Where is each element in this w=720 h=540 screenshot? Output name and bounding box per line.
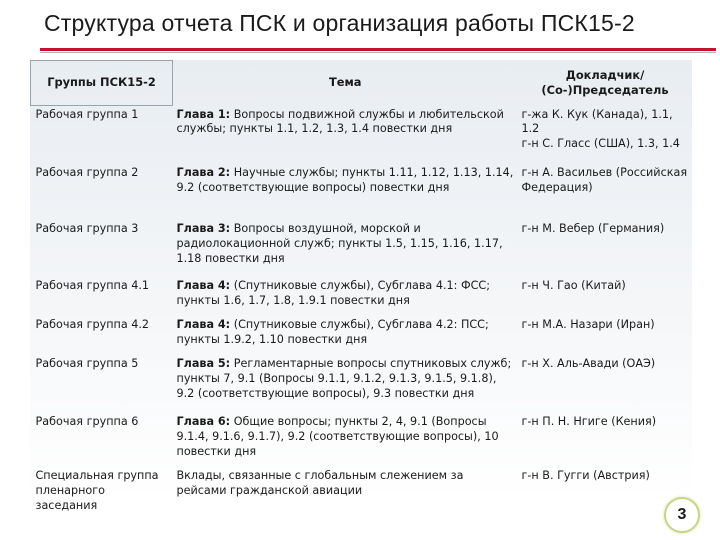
topic-cell — [173, 164, 518, 220]
header-speaker — [518, 61, 693, 106]
table-row — [31, 106, 693, 165]
topic-cell — [173, 467, 518, 519]
chapter-label: Глава 4: — [176, 318, 231, 331]
group-cell: Рабочая группа 1 — [35, 108, 139, 121]
speaker-cell: г-н Ч. Гао (Китай) — [521, 279, 626, 292]
report-structure-table — [30, 60, 693, 519]
topic-text: (Спутниковые службы), Субглава 4.1: ФСС; пункты 1.6, 1.7, 1.8, 1.9.1 повестки дня — [176, 279, 490, 307]
group-cell: Рабочая группа 4.1 — [35, 279, 150, 292]
topic-cell — [173, 316, 518, 355]
speaker-cell: г-жа К. Кук (Канада), 1.1, 1.2 г-н С. Гласс (США), 1.3, 1.4 — [521, 107, 680, 151]
topic-cell — [173, 413, 518, 467]
chapter-label: Глава 6: — [176, 415, 231, 428]
table-row — [31, 355, 693, 413]
topic-cell — [173, 106, 518, 165]
topic-text: Вопросы подвижной службы и любительской службы; пункты 1.1, 1.2, 1.3, 1.4 повестки дня — [176, 107, 504, 136]
page-number: 3 — [677, 506, 687, 523]
topic-cell — [173, 355, 518, 413]
table-row — [31, 413, 693, 467]
table-row — [31, 164, 693, 220]
header-topic: Тема — [329, 75, 362, 90]
chapter-label: Глава 3: — [176, 222, 231, 235]
speaker-cell: г-н М. Вебер (Германия) — [521, 222, 665, 235]
topic-text: Общие вопросы; пункты 2, 4, 9.1 (Вопросы 9.1.4, 9.1.6, 9.1.7), 9.2 (соответствующие вопросы), 10 повестки дня — [176, 415, 499, 458]
table-row — [31, 277, 693, 316]
page-number-badge — [664, 497, 700, 533]
slide-title: Структура отчета ПСК и организация работы ПСК15-2 — [44, 10, 635, 36]
speaker-cell: г-н Х. Аль-Авади (ОАЭ) — [521, 357, 656, 370]
topic-text: Научные службы; пункты 1.11, 1.12, 1.13, 1.14, 9.2 (соответствующие вопросы) повестки дня — [176, 166, 514, 194]
chapter-label: Глава 5: — [176, 357, 231, 370]
speaker-cell: г-н П. Н. Нгиге (Кения) — [521, 415, 657, 428]
group-cell: Рабочая группа 5 — [35, 357, 139, 370]
topic-text: (Спутниковые службы), Субглава 4.2: ПСС; пункты 1.9.2, 1.10 повестки дня — [176, 318, 489, 346]
chapter-label: Глава 2: — [176, 166, 231, 179]
chapter-label: Глава 4: — [176, 279, 231, 292]
speaker-cell: г-н М.А. Назари (Иран) — [521, 318, 655, 331]
table-row — [31, 316, 693, 355]
title-underline — [40, 48, 716, 51]
speaker-cell: г-н А. Васильев (Российская Федерация) — [521, 166, 688, 194]
title-underline-shadow — [40, 52, 716, 53]
group-cell: Рабочая группа 3 — [35, 222, 139, 235]
header-speaker-text: Докладчик/ (Со-)Председатель — [541, 67, 669, 97]
header-group: Группы ПСК15-2 — [31, 61, 173, 106]
chapter-label: Глава 1: — [176, 107, 231, 121]
report-structure-table-panel — [30, 60, 692, 512]
table-row — [31, 467, 693, 519]
topic-text: Регламентарные вопросы спутниковых служб; пункты 7, 9.1 (Вопросы 9.1.1, 9.1.2, 9.1.3, 9.1.5, 9.1.8), 9.2 (соответствующие вопросы), 9.3 повестки дня — [176, 357, 512, 400]
group-cell: Специальная группа пленарного заседания — [35, 469, 159, 512]
topic-cell — [173, 220, 518, 277]
group-cell: Рабочая группа 2 — [35, 166, 139, 179]
topic-text: Вклады, связанные с глобальным слежением за рейсами гражданской авиации — [176, 469, 464, 497]
group-cell: Рабочая группа 4.2 — [35, 318, 150, 331]
table-row — [31, 220, 693, 277]
speaker-cell: г-н В. Гугги (Австрия) — [521, 469, 650, 482]
topic-cell — [173, 277, 518, 316]
group-cell: Рабочая группа 6 — [35, 415, 139, 428]
topic-text: Вопросы воздушной, морской и радиолокационной служб; пункты 1.5, 1.15, 1.16, 1.17, 1.18 повестки дня — [176, 222, 503, 265]
table-header-row — [31, 61, 693, 106]
